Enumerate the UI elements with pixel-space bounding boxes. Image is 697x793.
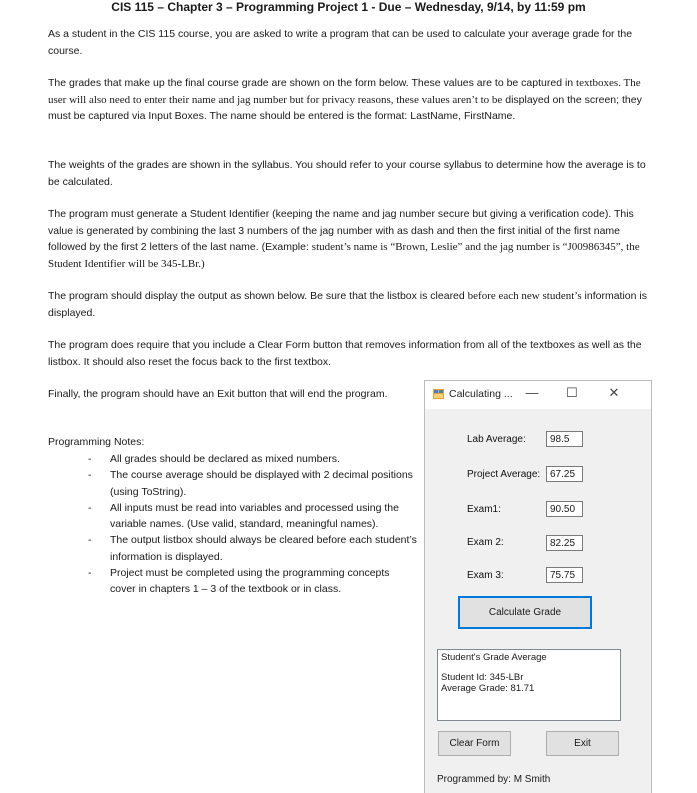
grades-text-3: displayed on the screen; they must be captured via Input Boxes. The name should be entered is the format: LastName, FirstName. [48,93,642,122]
note-item: - All grades should be declared as mixed numbers. [88,451,418,467]
note-item: - All inputs must be read into variables and processed using the variable names. (Use valid, standard, meaningful names). [88,500,418,533]
output-text-2: before each new student’s [467,290,582,302]
listbox-line: Average Grade: 81.71 [441,683,535,694]
output-paragraph [48,288,660,321]
grades-text-2: textboxes. The user will also need to enter their name and jag number but for privacy reasons, these values aren’t to be [48,77,641,106]
exam2-label: Exam 2: [467,537,504,548]
form-app-icon [433,389,444,399]
calculate-grade-button[interactable]: Calculate Grade [458,596,592,629]
output-listbox[interactable] [437,649,621,721]
exam1-input[interactable]: 90.50 [546,501,583,517]
close-icon[interactable]: ✕ [608,385,620,400]
grades-paragraph [48,75,660,125]
programmed-by-label: Programmed by: M Smith [437,774,551,785]
intro-paragraph: As a student in the CIS 115 course, you are asked to write a program that can be used to calculate your average grade for the course. [48,28,633,57]
output-text-3: information is displayed. [48,290,647,319]
project-average-input[interactable]: 67.25 [546,466,583,482]
note-item: - The output listbox should always be cleared before each student’s information is displayed. [88,532,418,565]
exit-paragraph: Finally, the program should have an Exit button that will end the program. [48,388,388,400]
identifier-text-2: student’s name is “Brown, Leslie” and the jag number is “J00986345”, the Student Identifier will be 345-LBr.) [48,241,640,270]
note-item: - The course average should be displayed with 2 decimal positions (using ToString). [88,467,418,500]
form-title: Calculating ... [449,388,513,400]
page-title: CIS 115 – Chapter 3 – Programming Project 1 - Due – Wednesday, 9/14, by 11:59 pm [111,0,586,14]
lab-average-label: Lab Average: [467,434,526,445]
clear-form-button[interactable]: Clear Form [438,731,511,756]
form-titlebar [425,381,651,409]
exam3-label: Exam 3: [467,570,504,581]
listbox-line [441,663,617,672]
exam2-input[interactable]: 82.25 [546,535,583,551]
notes-heading: Programming Notes: [48,436,145,448]
identifier-text-1: The program must generate a Student Identifier (keeping the name and jag number secure but giving a verification code). This value is generated by combining the last 3 numbers of the jag number with as dash and then the first initial of the first name followed by the first 2 letters of the last name. (Example: [48,208,634,253]
exit-button[interactable]: Exit [546,731,619,756]
identifier-paragraph [48,206,660,272]
minimize-icon[interactable]: — [525,385,539,400]
note-item: - Project must be completed using the programming concepts cover in chapters 1 – 3 of the textbook or in class. [88,565,418,598]
clear-paragraph: The program does require that you include a Clear Form button that removes information from all of the textboxes as well as the listbox. It should also reset the focus back to the first textbox. [48,339,642,368]
lab-average-input[interactable]: 98.5 [546,431,583,447]
listbox-line: Student Id: 345-LBr [441,672,524,683]
weights-paragraph: The weights of the grades are shown in the syllabus. You should refer to your course syllabus to determine how the average is to be calculated. [48,159,646,188]
exam1-label: Exam1: [467,504,501,515]
exam3-input[interactable]: 75.75 [546,567,583,583]
maximize-icon[interactable]: ☐ [566,385,578,400]
grades-text-1: The grades that make up the final course grade are shown on the form below. These values are to be captured in [48,77,577,89]
project-average-label: Project Average: [467,469,541,480]
notes-list [88,451,418,598]
output-text-1: The program should display the output as shown below. Be sure that the listbox is cleared [48,290,468,302]
listbox-line: Student's Grade Average [441,652,547,663]
calculator-form-window [424,380,652,793]
